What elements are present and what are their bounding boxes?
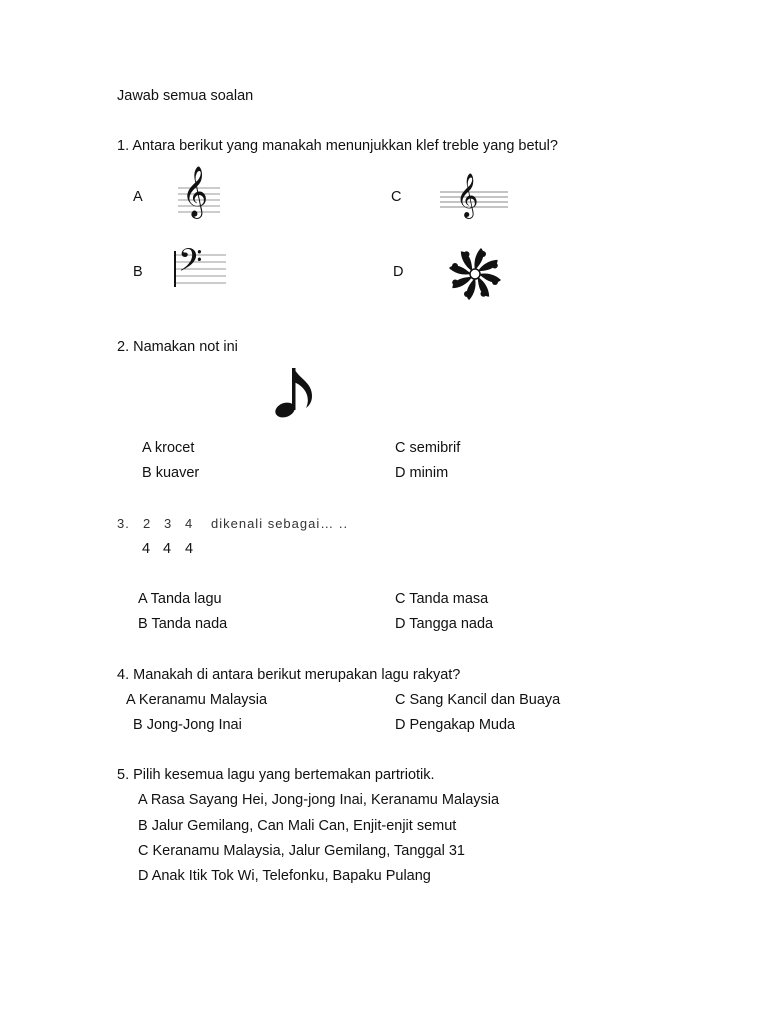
- q2-option-d: D minim: [395, 465, 449, 481]
- q3-time-top-1: 2: [143, 516, 152, 531]
- q5-option-a: A Rasa Sayang Hei, Jong-jong Inai, Keranamu Malaysia: [138, 792, 500, 808]
- q3-number: 3.: [117, 516, 130, 531]
- clef-rosette-icon: [442, 246, 508, 302]
- q5-option-c: C Keranamu Malaysia, Jalur Gemilang, Tanggal 31: [138, 843, 465, 859]
- q2-question: 2. Namakan not ini: [117, 339, 238, 355]
- q1-option-d-label: D: [393, 264, 404, 280]
- q3-option-d: D Tangga nada: [395, 616, 494, 632]
- q3-option-b: B Tanda nada: [138, 616, 228, 632]
- q1-question: 1. Antara berikut yang manakah menunjukkan klef treble yang betul?: [117, 138, 558, 154]
- q2-option-b: B kuaver: [142, 465, 200, 481]
- q3-option-a: A Tanda lagu: [138, 591, 222, 607]
- q3-option-c: C Tanda masa: [395, 591, 489, 607]
- q4-option-d: D Pengakap Muda: [395, 717, 516, 733]
- treble-clef-on-staff-icon: 𝄞: [456, 173, 479, 217]
- q4-question: 4. Manakah di antara berikut merupakan lagu rakyat?: [117, 667, 461, 683]
- q1-option-a-label: A: [133, 189, 143, 205]
- q3-time-top-2: 3: [164, 516, 173, 531]
- q3-text: dikenali sebagai… ..: [211, 516, 349, 531]
- q1-option-b-label: B: [133, 264, 143, 280]
- q5-question: 5. Pilih kesemua lagu yang bertemakan partriotik.: [117, 767, 435, 783]
- bass-clef-icon: 𝄢: [178, 242, 203, 286]
- q3-time-top-3: 4: [185, 516, 194, 531]
- q2-option-a: A krocet: [142, 440, 195, 456]
- quaver-note-icon: [272, 364, 320, 422]
- q3-time-bottom-3: 4: [185, 541, 194, 557]
- treble-clef-icon: 𝄞: [182, 166, 209, 217]
- q5-option-d: D Anak Itik Tok Wi, Telefonku, Bapaku Pulang: [138, 868, 431, 884]
- q5-option-b: B Jalur Gemilang, Can Mali Can, Enjit-enjit semut: [138, 818, 457, 834]
- q3-time-bottom-1: 4: [142, 541, 151, 557]
- q3-time-bottom-2: 4: [163, 541, 172, 557]
- q4-option-c: C Sang Kancil dan Buaya: [395, 692, 561, 708]
- q2-option-c: C semibrif: [395, 440, 461, 456]
- q4-option-b: B Jong-Jong Inai: [133, 717, 242, 733]
- instruction: Jawab semua soalan: [117, 88, 254, 104]
- q4-option-a: A Keranamu Malaysia: [126, 692, 268, 708]
- q1-option-c-label: C: [391, 189, 402, 205]
